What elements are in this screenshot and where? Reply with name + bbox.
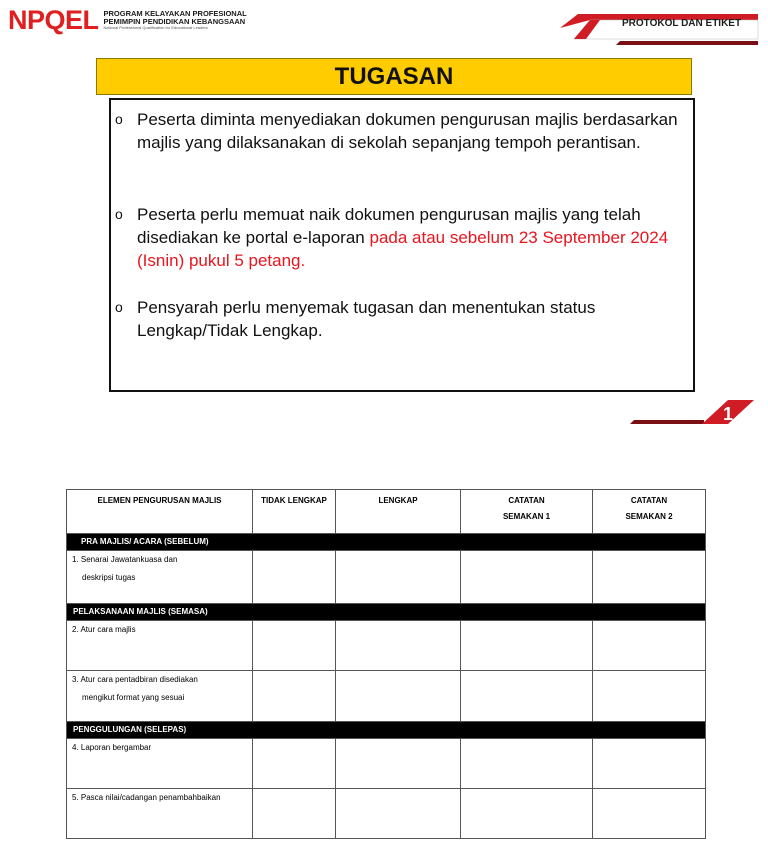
checkbox-cell-lengkap[interactable]	[336, 789, 461, 839]
section-label: PELAKSANAAN MAJLIS (SEMASA)	[67, 604, 706, 621]
item-text: 3. Atur cara pentadbiran disediakan	[72, 675, 198, 684]
catatan-1-cell[interactable]	[461, 739, 593, 789]
catatan-2-cell[interactable]	[593, 671, 706, 722]
checkbox-cell-lengkap[interactable]	[336, 621, 461, 671]
col-header-catatan-2	[593, 490, 706, 534]
bullet-marker: o	[115, 111, 123, 127]
item-cell	[67, 551, 253, 604]
section-row-pra	[67, 534, 706, 551]
checkbox-cell-lengkap[interactable]	[336, 551, 461, 604]
task-instructions-box	[109, 98, 695, 392]
catatan-1-cell[interactable]	[461, 671, 593, 722]
col-header-line: SEMAKAN 1	[502, 512, 551, 521]
instruction-bullet	[115, 296, 683, 342]
logo-wordmark: NPQEL	[8, 5, 99, 35]
item-text: 4. Laporan bergambar	[72, 743, 152, 752]
item-cell	[67, 739, 253, 789]
catatan-1-cell[interactable]	[461, 621, 593, 671]
table-row	[67, 621, 706, 671]
logo-line-1: PROGRAM KELAYAKAN PROFESIONAL	[103, 9, 247, 18]
deadline-text: pada atau sebelum 23 September 2024 (Isnin) pukul 5 petang.	[137, 228, 669, 270]
catatan-1-cell[interactable]	[461, 789, 593, 839]
col-header-elemen: ELEMEN PENGURUSAN MAJLIS	[67, 490, 253, 534]
item-cell	[67, 671, 253, 722]
item-cell	[67, 789, 253, 839]
table-row	[67, 671, 706, 722]
checkbox-cell-tidak-lengkap[interactable]	[253, 789, 336, 839]
instruction-bullet	[115, 108, 683, 154]
catatan-2-cell[interactable]	[593, 621, 706, 671]
slide-number-badge	[628, 396, 758, 426]
section-row-penggulungan	[67, 722, 706, 739]
section-banner	[560, 8, 760, 46]
item-text: 2. Atur cara majlis	[72, 625, 136, 634]
section-label: PRA MAJLIS/ ACARA (SEBELUM)	[67, 534, 706, 551]
table-header-row	[67, 490, 706, 534]
catatan-1-cell[interactable]	[461, 551, 593, 604]
checkbox-cell-lengkap[interactable]	[336, 671, 461, 722]
checkbox-cell-tidak-lengkap[interactable]	[253, 551, 336, 604]
slide-title: TUGASAN	[96, 58, 692, 95]
bullet-marker: o	[115, 299, 123, 315]
table-row	[67, 739, 706, 789]
section-label: PENGGULUNGAN (SELEPAS)	[67, 722, 706, 739]
col-header-catatan-1	[461, 490, 593, 534]
table-row	[67, 789, 706, 839]
col-header-line: CATATAN	[630, 496, 668, 505]
item-text: mengikut format yang sesuai	[82, 693, 185, 702]
logo-line-2: PEMIMPIN PENDIDIKAN KEBANGSAAN	[103, 16, 246, 26]
item-text: deskripsi tugas	[82, 573, 136, 582]
col-header-line: CATATAN	[508, 496, 545, 505]
banner-title: PROTOKOL DAN ETIKET	[622, 18, 742, 29]
bullet-text: Peserta perlu memuat naik dokumen pengurusan majlis yang telah disediakan ke portal e-laporan	[137, 205, 641, 247]
slide-number-swoosh-icon	[628, 396, 758, 426]
catatan-2-cell[interactable]	[593, 551, 706, 604]
instruction-bullet	[115, 203, 683, 272]
item-cell	[67, 621, 253, 671]
catatan-2-cell[interactable]	[593, 739, 706, 789]
checkbox-cell-tidak-lengkap[interactable]	[253, 739, 336, 789]
catatan-2-cell[interactable]	[593, 789, 706, 839]
section-row-pelaksanaan	[67, 604, 706, 621]
bullet-text: Peserta diminta menyediakan dokumen pengurusan majlis berdasarkan majlis yang dilaksanakan di sekolah sepanjang tempoh perantisan.	[137, 110, 678, 152]
logo-tagline	[104, 10, 247, 30]
col-header-tidak-lengkap: TIDAK LENGKAP	[253, 490, 336, 534]
table-row	[67, 551, 706, 604]
npqel-logo	[8, 5, 247, 35]
bullet-marker: o	[115, 206, 123, 222]
checkbox-cell-tidak-lengkap[interactable]	[253, 621, 336, 671]
bullet-text: Pensyarah perlu menyemak tugasan dan menentukan status Lengkap/Tidak Lengkap.	[137, 298, 596, 340]
item-text: 5. Pasca nilai/cadangan penambahbaikan	[72, 793, 221, 802]
checkbox-cell-tidak-lengkap[interactable]	[253, 671, 336, 722]
item-text: 1. Senarai Jawatankuasa dan	[72, 555, 178, 564]
col-header-lengkap: LENGKAP	[336, 490, 461, 534]
slide-number: 1	[723, 404, 734, 424]
checklist-table	[66, 489, 706, 839]
checkbox-cell-lengkap[interactable]	[336, 739, 461, 789]
logo-line-3: National Professional Qualification for Educational Leaders	[103, 25, 208, 30]
col-header-line: SEMAKAN 2	[625, 512, 673, 521]
